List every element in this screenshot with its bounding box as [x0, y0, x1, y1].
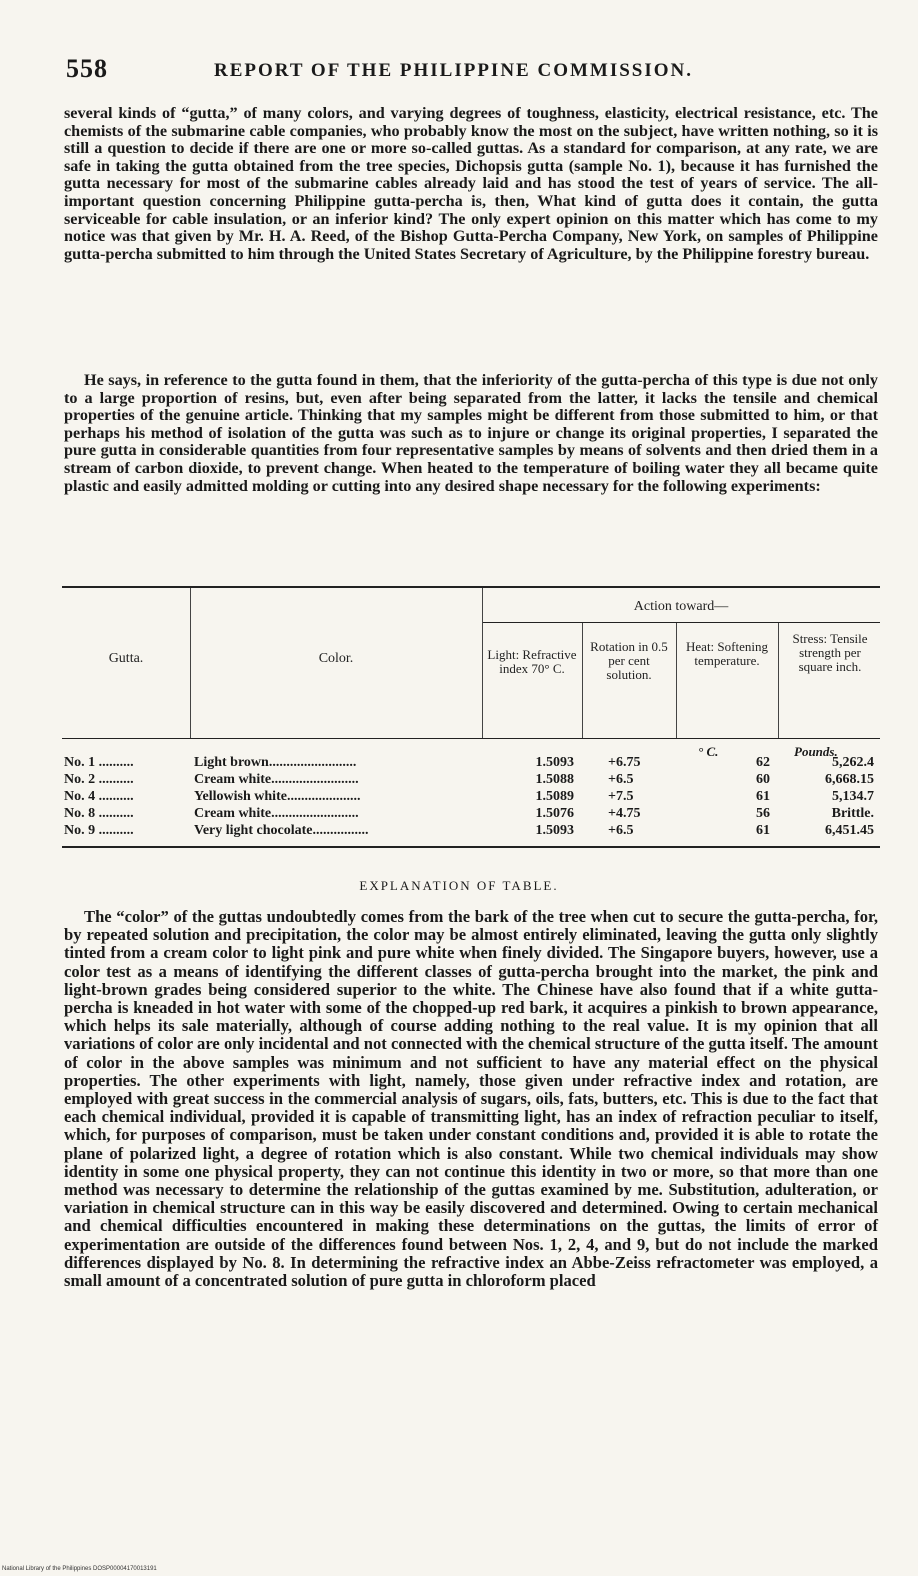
unit-heat: ° C.: [698, 744, 719, 759]
table-header-rule: [62, 738, 880, 739]
table-cell: 61: [756, 823, 770, 838]
header-light: Light: Refractive index 70° C.: [487, 647, 577, 676]
page-header: [66, 54, 856, 94]
table-cell: No. 4 ..........: [64, 789, 134, 804]
header-heat: Heat: Softening temperature.: [686, 639, 768, 668]
table-divider: [778, 623, 779, 738]
table-cell: 61: [756, 789, 770, 804]
body-paragraph-2: He says, in reference to the gutta found in them, that the inferiority of the gutta-percha of this type is due not only to a large proportion of resins, but, even after being separated from the latter, it lacks the tensile and chemical properties of the genuine article. Thinking that my samples might be different from those submitted to him, or that perhaps his method of isolation of the gutta was such as to injure or change its original properties, I separated the pure gutta in considerable quantities from four representative samples by means of solvents and then dried them in a stream of carbon dioxide, to prevent change. When heated to the temperature of boiling water they all became quite plastic and easily admitted molding or cutting into any desired shape necessary for the following experiments:: [64, 371, 878, 495]
header-gutta: Gutta.: [108, 651, 144, 666]
table-cell: 1.5076: [535, 806, 574, 821]
column-stress: [778, 754, 874, 839]
table-cell: +4.75: [608, 806, 641, 821]
column-gutta: [64, 754, 188, 839]
column-light: [482, 754, 574, 839]
running-head: REPORT OF THE PHILIPPINE COMMISSION.: [214, 60, 694, 81]
table-cell: 1.5088: [535, 772, 574, 787]
table-cell: 1.5093: [535, 755, 574, 770]
table-cell: 5,134.7: [832, 789, 874, 804]
table-cell: No. 9 ..........: [64, 823, 134, 838]
header-rotation: Rotation in 0.5 per cent solution.: [590, 639, 668, 682]
table-cell: 6,451.45: [825, 823, 874, 838]
table-cell: 6,668.15: [825, 772, 874, 787]
table-cell: Very light chocolate................: [194, 823, 369, 838]
column-rotation: [608, 754, 674, 839]
column-heat: [676, 754, 770, 839]
table-cell: 1.5093: [535, 823, 574, 838]
page-number: 558: [66, 54, 108, 83]
table-cell: +6.5: [608, 772, 634, 787]
header-action-toward: Action toward—: [633, 599, 729, 614]
scan-credit: National Library of the Philippines DOSP00004170013191: [2, 1566, 157, 1572]
table-cell: Cream white.........................: [194, 806, 359, 821]
table-cell: +6.5: [608, 823, 634, 838]
table-divider: [676, 623, 677, 738]
table-cell: 62: [756, 755, 770, 770]
table-divider: [582, 623, 583, 738]
table-cell: No. 8 ..........: [64, 806, 134, 821]
table-top-rule: [62, 586, 880, 588]
explanation-title: EXPLANATION OF TABLE.: [359, 878, 559, 893]
action-header-rule: [482, 622, 880, 623]
explanation-paragraph: The “color” of the guttas undoubtedly comes from the bark of the tree when cut to secure the gutta-percha, for, by repeated solution and precipitation, the color may be almost entirely eliminated, leaving the gutta only slightly tinted from a cream color to light pink and pure white when finely divided. The Singapore buyers, however, use a color test as a means of identifying the different classes of gutta-percha brought into the market, the pink and light-brown grades being considered superior to the white. The Chinese have also found that if a white gutta-percha is kneaded in hot water with some of the chopped-up red bark, it acquires a pinkish to brown appearance, which helps its sale materially, although of course adding nothing to the real value. It is my opinion that all variations of color are only incidental and not connected with the chemical structure of the gutta itself. The amount of color in the above samples was minimum and not sufficient to have any material effect on the physical properties. The other experiments with light, namely, those given under refractive index and rotation, are employed with great success in the commercial analysis of sugars, oils, fats, butters, etc. This is due to the fact that each chemical individual, provided it is capable of transmitting light, has an index of refraction peculiar to itself, which, for purposes of comparison, must be taken under constant conditions and, provided it is able to rotate the plane of polarized light, a degree of rotation which is also constant. While two chemical individuals may show identity in some one physical property, they can not continue this identity in two or more, so that more than one method was necessary to determine the relationship of the guttas examined by me. Substitution, adulteration, or variation in chemical structure can in this way be easily discovered and determined. Owing to certain mechanical and chemical difficulties encountered in making these determinations on the guttas, the limits of error of experimentation are outside of the differences found between Nos. 1, 2, 4, and 9, but do not include the marked differences displayed by No. 8. In determining the refractive index an Abbe-Zeiss refractometer was employed, a small amount of a concentrated solution of pure gutta in chloroform placed: [64, 907, 878, 1291]
table-bottom-rule: [62, 846, 880, 848]
table-cell: +7.5: [608, 789, 634, 804]
table-cell: 56: [756, 806, 770, 821]
header-color: Color.: [318, 651, 354, 666]
column-color: [194, 754, 478, 839]
table-cell: 60: [756, 772, 770, 787]
table-cell: 5,262.4: [832, 755, 874, 770]
table-cell: No. 2 ..........: [64, 772, 134, 787]
table-cell: Yellowish white.....................: [194, 789, 361, 804]
gutta-table: [62, 586, 880, 848]
table-cell: +6.75: [608, 755, 641, 770]
table-cell: 1.5089: [535, 789, 574, 804]
table-cell: Light brown.........................: [194, 755, 357, 770]
header-stress: Stress: Tensile strength per square inch.: [792, 631, 868, 674]
table-cell: Brittle.: [831, 806, 874, 821]
table-cell: Cream white.........................: [194, 772, 359, 787]
table-cell: No. 1 ..........: [64, 755, 134, 770]
body-paragraph-1: several kinds of “gutta,” of many colors, and varying degrees of toughness, elasticity, electrical resistance, etc. The chemists of the submarine cable companies, who probably know the most on the subject, have written nothing, so it is still a question to decide if there are one or more so-called guttas. As a standard for comparison, at any rate, we are safe in taking the gutta obtained from the tree species, Dichopsis gutta (sample No. 1), because it has furnished the gutta necessary for most of the submarine cables already laid and has stood the test of years of service. The all-important question concerning Philippine gutta-percha is, then, What kind of gutta does it contain, the gutta serviceable for cable insulation, or an inferior kind? The only expert opinion on this matter which has come to my notice was that given by Mr. H. A. Reed, of the Bishop Gutta-Percha Company, New York, on samples of Philippine gutta-percha submitted to him through the United States Secretary of Agriculture, by the Philippine forestry bureau.: [64, 104, 878, 263]
unit-stress: Pounds.: [794, 744, 838, 759]
